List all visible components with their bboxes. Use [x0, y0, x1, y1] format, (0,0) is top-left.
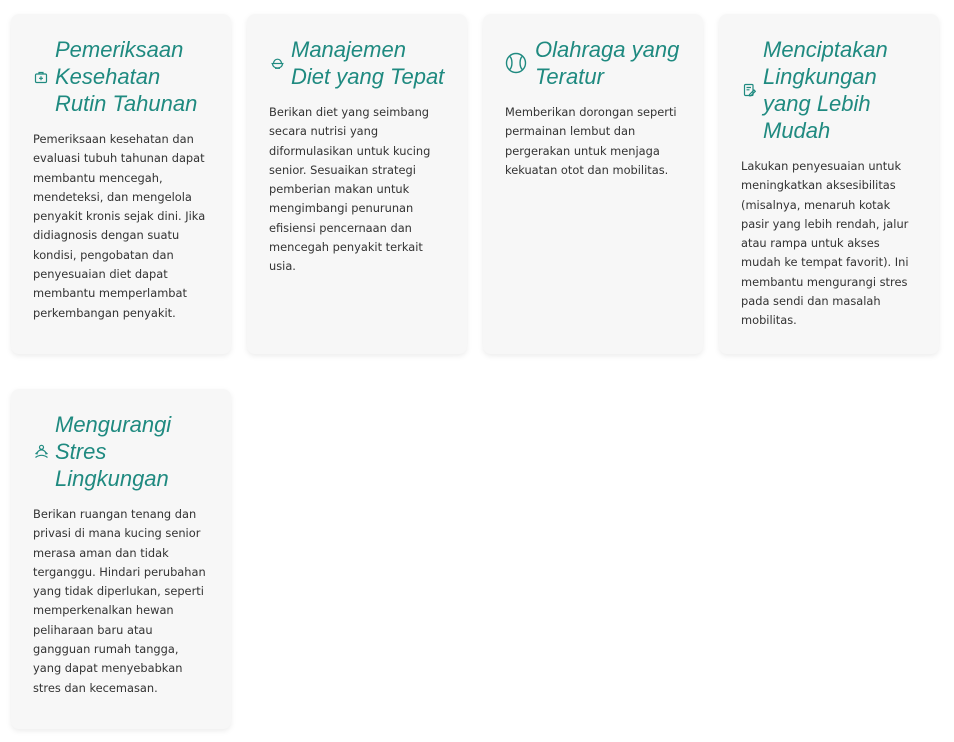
food-bowl-icon	[269, 55, 285, 71]
card-title: Manajemen Diet yang Tepat	[291, 37, 445, 89]
card-title: Pemeriksaan Kesehatan Rutin Tahunan	[55, 37, 198, 116]
card-description: Memberikan dorongan seperti permainan lembut dan pergerakan untuk menjaga kekuatan otot dan mobilitas.	[505, 105, 677, 177]
ball-icon	[505, 52, 527, 74]
card-description: Pemeriksaan kesehatan dan evaluasi tubuh tahunan dapat membantu mencegah, mendeteksi, dan mengelola penyakit kronis sejak dini. Jika didiagnosis dengan suatu kondisi, pengobatan dan penyesuaian diet dapat membantu memperlambat perkembangan penyakit.	[33, 132, 206, 320]
card-title: Mengurangi Stres Lingkungan	[55, 412, 172, 491]
card-header	[247, 14, 467, 90]
card-header	[11, 14, 231, 117]
card-title: Olahraga yang Teratur	[535, 37, 680, 89]
card-header	[11, 389, 231, 492]
card-header	[719, 14, 939, 144]
card-easier-environment	[719, 14, 939, 354]
card-description: Lakukan penyesuaian untuk meningkatkan aksesibilitas (misalnya, menaruh kotak pasir yang lebih rendah, jalur atau rampa untuk akses mudah ke tempat favorit). Ini membantu mengurangi stres pada sendi dan masalah mobilitas.	[741, 159, 909, 328]
calm-person-icon	[33, 444, 49, 460]
card-regular-exercise	[483, 14, 703, 354]
card-header	[483, 14, 703, 90]
card-description: Berikan ruangan tenang dan privasi di mana kucing senior merasa aman dan tidak terganggu. Hindari perubahan yang tidak diperlukan, seperti memperkenalkan hewan peliharaan baru atau gangguan rumah tangga, yang dapat menyebabkan stres dan kecemasan.	[33, 507, 206, 695]
card-description: Berikan diet yang seimbang secara nutrisi yang diformulasikan untuk kucing senior. Sesuaikan strategi pemberian makan untuk mengimbangi penurunan efisiensi pencernaan dan mencegah penyakit terkait usia.	[269, 105, 431, 274]
medical-bag-icon	[33, 69, 49, 85]
card-title: Menciptakan Lingkungan yang Lebih Mudah	[763, 37, 888, 143]
card-diet-management	[247, 14, 467, 354]
home-edit-icon	[741, 82, 757, 98]
card-annual-checkup	[11, 14, 231, 354]
card-reduce-stress	[11, 389, 231, 729]
